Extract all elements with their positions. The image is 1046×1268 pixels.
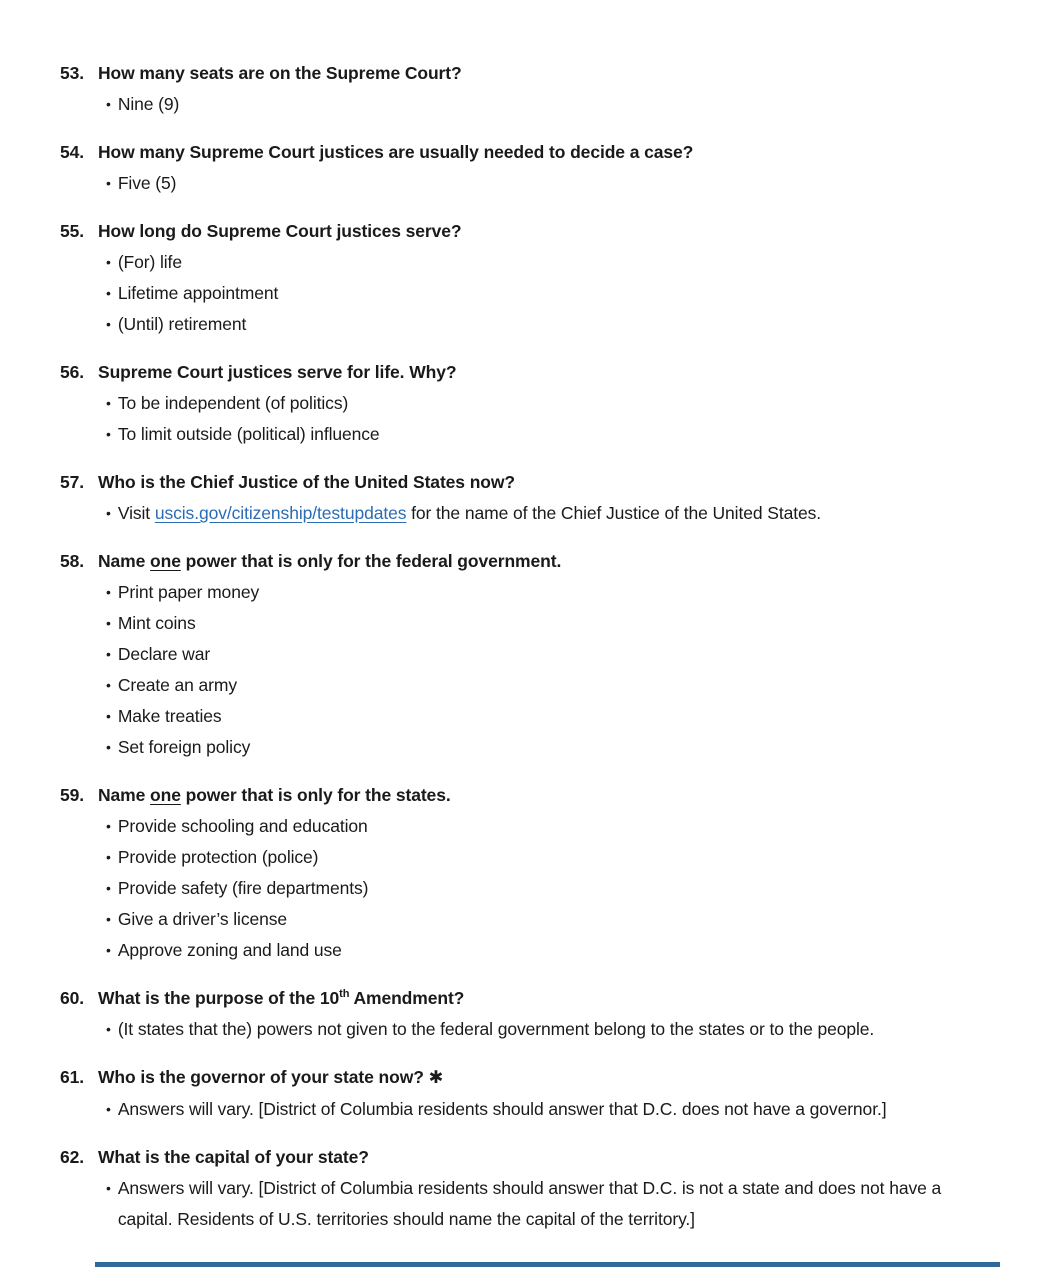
answer-item: [106, 732, 996, 763]
answer-list: [60, 1014, 996, 1045]
question-text: [98, 546, 561, 577]
bullet: •: [106, 880, 111, 896]
question-text-rest: Amendment?: [349, 988, 465, 1008]
answer-item: [106, 278, 996, 309]
bullet: •: [106, 708, 111, 724]
bullet: •: [106, 285, 111, 301]
question-number: 57.: [60, 472, 85, 492]
answer-text: Provide safety (fire departments): [117, 878, 369, 898]
answer-text: Print paper money: [117, 582, 260, 602]
bullet: •: [106, 175, 111, 191]
bullet: •: [106, 505, 111, 521]
answer-text: Provide schooling and education: [117, 816, 368, 836]
footer-rule: [95, 1262, 1000, 1267]
answer-text: Give a driver’s license: [117, 909, 288, 929]
asterisk-icon: ✱: [428, 1068, 444, 1088]
answer-text: Approve zoning and land use: [117, 940, 342, 960]
question-text: [98, 467, 515, 498]
answer-list: [60, 247, 996, 340]
bullet: •: [106, 849, 111, 865]
question-line: [60, 467, 996, 498]
question-text-main: What is the capital of your state?: [98, 1147, 369, 1167]
answer-list: [60, 811, 996, 966]
question-text-main: Supreme Court justices serve for life. Why?: [98, 362, 457, 382]
question-line: [60, 137, 996, 168]
uscis-testupdates-link[interactable]: uscis.gov/citizenship/testupdates: [154, 503, 407, 523]
question-line: [60, 1142, 996, 1173]
answer-list: [60, 1094, 996, 1125]
bullet: •: [106, 942, 111, 958]
answer-text: Create an army: [117, 675, 238, 695]
answer-text: To be independent (of politics): [117, 393, 349, 413]
answer-item: [106, 419, 996, 450]
answer-item: [106, 701, 996, 732]
question-text-rest: power that is only for the federal government.: [180, 551, 562, 571]
answer-item: [106, 247, 996, 278]
question-text-main: Who is the Chief Justice of the United States now?: [98, 472, 515, 492]
qa-item-60: [60, 983, 996, 1045]
bullet: •: [106, 677, 111, 693]
question-line: [60, 983, 996, 1014]
bullet: •: [106, 739, 111, 755]
question-text-main: Who is the governor of your state now?: [98, 1067, 429, 1087]
question-number: 60.: [60, 988, 85, 1008]
underlined-word: one: [150, 785, 181, 805]
question-line: [60, 546, 996, 577]
bullet: •: [106, 818, 111, 834]
question-text-main: How many seats are on the Supreme Court?: [98, 63, 462, 83]
qa-item-53: [60, 58, 996, 120]
bullet: •: [106, 1101, 111, 1117]
answer-text: (It states that the) powers not given to the federal government belong to the states or to the people.: [117, 1019, 875, 1039]
question-line: [60, 58, 996, 89]
answer-text: Lifetime appointment: [117, 283, 279, 303]
answer-list: [60, 168, 996, 199]
question-text-rest: power that is only for the states.: [180, 785, 451, 805]
answer-list: [60, 1173, 996, 1235]
answer-list: [60, 577, 996, 763]
qa-item-59: [60, 780, 996, 966]
question-number: 61.: [60, 1067, 85, 1087]
answer-text: Answers will vary. [District of Columbia residents should answer that D.C. does not have a governor.]: [117, 1099, 887, 1119]
bullet: •: [106, 426, 111, 442]
answer-item: [106, 639, 996, 670]
answer-text-suffix: for the name of the Chief Justice of the United States.: [406, 503, 822, 523]
answer-item: [106, 1173, 996, 1235]
qa-item-54: [60, 137, 996, 199]
answer-item: [106, 168, 996, 199]
answer-text: Declare war: [117, 644, 211, 664]
question-number: 62.: [60, 1147, 85, 1167]
question-number: 59.: [60, 785, 85, 805]
question-text-main: Name: [98, 551, 151, 571]
ordinal-superscript: th: [339, 988, 350, 1001]
question-line: [60, 780, 996, 811]
answer-text: Answers will vary. [District of Columbia residents should answer that D.C. is not a state and does not have a capital. Residents of U.S. territories should name the capital of the territory.]: [117, 1178, 942, 1229]
answer-item: [106, 1094, 996, 1125]
bullet: •: [106, 254, 111, 270]
answer-list: [60, 498, 996, 529]
answer-text: Provide protection (police): [117, 847, 319, 867]
question-number: 54.: [60, 142, 85, 162]
question-line: [60, 216, 996, 247]
answer-text: (For) life: [117, 252, 182, 272]
question-text: [98, 780, 451, 811]
answer-text: Mint coins: [117, 613, 196, 633]
question-text: [98, 216, 461, 247]
answer-text: [118, 498, 821, 529]
question-text-main: What is the purpose of the 10: [98, 988, 340, 1008]
question-number: 53.: [60, 63, 85, 83]
answer-item: [106, 498, 996, 529]
answer-text-prefix: Visit: [117, 503, 155, 523]
answer-text: Five (5): [117, 173, 177, 193]
answer-text: Set foreign policy: [117, 737, 251, 757]
answer-list: [60, 388, 996, 450]
answer-item: [106, 670, 996, 701]
bullet: •: [106, 316, 111, 332]
answer-item: [106, 935, 996, 966]
question-number: 56.: [60, 362, 85, 382]
answer-item: [106, 89, 996, 120]
bullet: •: [106, 911, 111, 927]
answer-item: [106, 904, 996, 935]
underlined-word: one: [150, 551, 181, 571]
question-text-main: How many Supreme Court justices are usually needed to decide a case?: [98, 142, 694, 162]
question-text: [98, 357, 456, 388]
answer-text: Nine (9): [117, 94, 180, 114]
question-text: [98, 983, 464, 1014]
qa-item-61: [60, 1062, 996, 1125]
question-text: [98, 1142, 369, 1173]
question-number: 58.: [60, 551, 85, 571]
answer-text: (Until) retirement: [117, 314, 247, 334]
answer-item: [106, 577, 996, 608]
answer-item: [106, 873, 996, 904]
answer-item: [106, 811, 996, 842]
question-line: [60, 1062, 996, 1094]
answer-list: [60, 89, 996, 120]
bullet: •: [106, 96, 111, 112]
question-text-main: How long do Supreme Court justices serve?: [98, 221, 462, 241]
bullet: •: [106, 646, 111, 662]
answer-item: [106, 842, 996, 873]
qa-item-57: [60, 467, 996, 529]
question-text: [98, 1062, 443, 1094]
answer-item: [106, 388, 996, 419]
qa-item-56: [60, 357, 996, 450]
bullet: •: [106, 395, 111, 411]
qa-item-55: [60, 216, 996, 340]
answer-text: To limit outside (political) influence: [117, 424, 380, 444]
question-line: [60, 357, 996, 388]
bullet: •: [106, 584, 111, 600]
bullet: •: [106, 1021, 111, 1037]
bullet: •: [106, 1180, 111, 1196]
question-text-main: Name: [98, 785, 151, 805]
answer-item: [106, 309, 996, 340]
bullet: •: [106, 615, 111, 631]
answer-item: [106, 1014, 996, 1045]
question-number: 55.: [60, 221, 85, 241]
answer-text: Make treaties: [117, 706, 222, 726]
question-text: [98, 137, 693, 168]
qa-item-58: [60, 546, 996, 763]
answer-item: [106, 608, 996, 639]
question-text: [98, 58, 462, 89]
qa-item-62: [60, 1142, 996, 1235]
